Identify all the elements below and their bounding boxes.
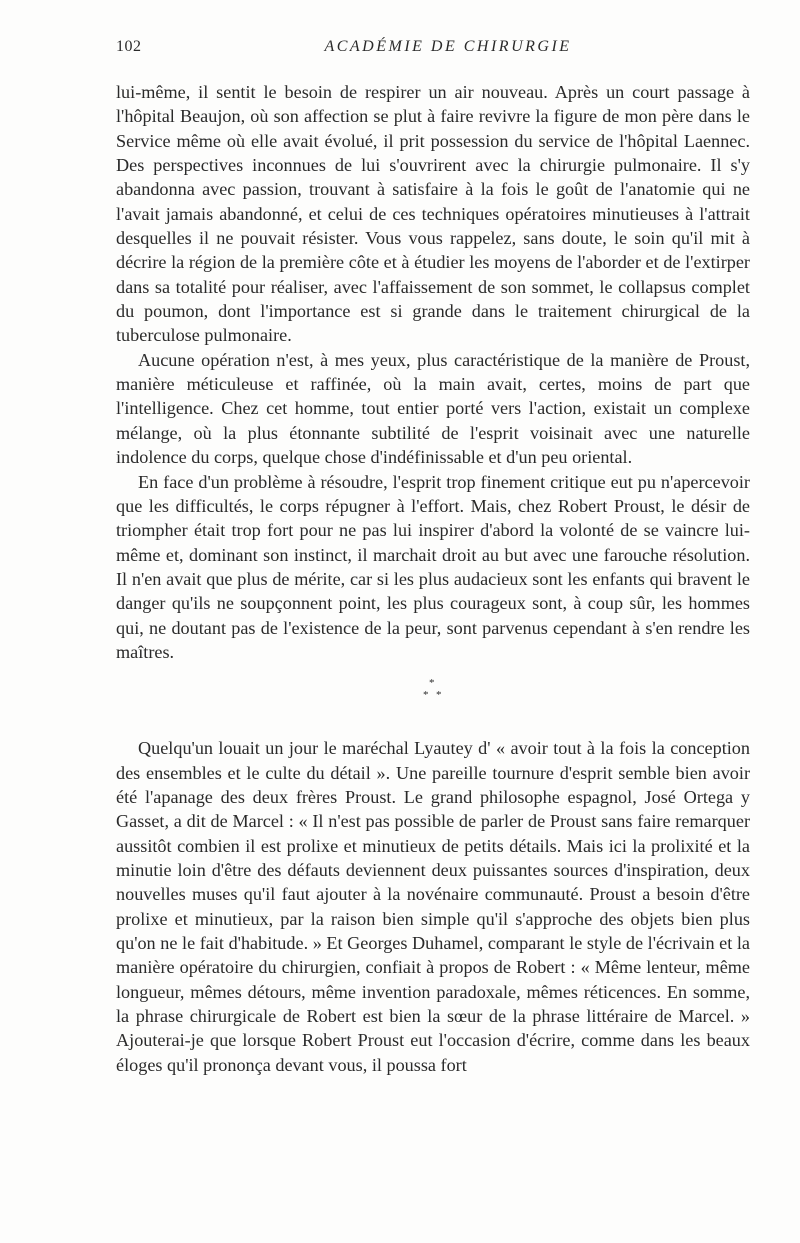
body-text	[116, 80, 750, 1077]
section-break-asterism	[116, 664, 750, 736]
asterism-star-right: *	[436, 689, 442, 702]
paragraph-4: Quelqu'un louait un jour le maréchal Lyautey d' « avoir tout à la fois la conception des ensembles et le culte du détail ». Une pareille tournure d'esprit semble bien avoir été l'apanage des deux frères Proust. Le grand philosophe espagnol, José Ortega y Gasset, a dit de Marcel : « Il n'est pas possible de parler de Proust sans faire remarquer aussitôt combien il est prolixe et minutieux de petits détails. Mais ici la prolixité et la minutie loin d'être des défauts deviennent deux puissantes sources d'inspiration, deux nouvelles muses qu'il faut ajouter à la novénaire communauté. Proust a besoin d'être prolixe et minutieux, par la raison bien simple qu'il s'approche des objets bien plus qu'on ne le fait d'habitude. » Et Georges Duhamel, comparant le style de l'écrivain et la manière opératoire du chirurgien, confiait à propos de Robert : « Même lenteur, même longueur, mêmes détours, même invention paradoxale, mêmes réticences. En somme, la phrase chirurgicale de Robert est bien la sœur de la phrase littéraire de Marcel. » Ajouterai-je que lorsque Robert Proust eut l'occasion d'écrire, comme dans les beaux éloges qu'il prononça devant vous, il poussa fort	[116, 738, 750, 1075]
running-title: ACADÉMIE DE CHIRURGIE	[324, 38, 572, 55]
page-header	[116, 38, 750, 60]
asterism-star-left: *	[423, 689, 429, 702]
asterism-star-top: *	[429, 677, 435, 690]
paragraph-1: lui-même, il sentit le besoin de respirer un air nouveau. Après un court passage à l'hôpital Beaujon, où son affection se plut à faire revivre la figure de mon père dans le Service même où elle avait évolué, il prit possession du service de l'hôpital Laennec. Des perspectives inconnues de lui s'ouvrirent avec la chirurgie pulmonaire. Il s'y abandonna avec passion, trouvant à satisfaire à la fois le goût de l'anatomie qui ne l'avait jamais abandonné, et celui de ces techniques opératoires minutieuses à l'attrait desquelles il ne pouvait résister. Vous vous rappelez, sans doute, le soin qu'il mit à décrire la région de la première côte et à étudier les moyens de l'aborder et de l'extirper dans sa totalité pour réaliser, avec l'affaissement de son sommet, le collapsus complet du poumon, dont l'importance est si grande dans le traitement chirurgical de la tuberculose pulmonaire.	[116, 82, 750, 346]
page-number: 102	[116, 38, 142, 55]
paragraph-3: En face d'un problème à résoudre, l'esprit trop finement critique eut pu n'apercevoir que les difficultés, le corps répugner à l'effort. Mais, chez Robert Proust, le désir de triompher était trop fort pour ne pas lui inspirer d'abord la volonté de se vaincre lui-même et, dominant son instinct, il marchait droit au but avec une farouche résolution. Il n'en avait que plus de mérite, car si les plus audacieux sont les enfants qui bravent le danger qu'ils ne soupçonnent point, les plus courageux sont, à coup sûr, les hommes qui, ne doutant pas de l'existence de la peur, sont parvenus cependant à s'en rendre les maîtres.	[116, 471, 750, 662]
paragraph-2: Aucune opération n'est, à mes yeux, plus caractéristique de la manière de Proust, manière méticuleuse et raffinée, où la main avait, certes, moins de part que l'intelligence. Chez cet homme, tout entier porté vers l'action, existait un complexe mélange, où la plus étonnante subtilité de l'esprit voisinait avec une naturelle indolence du corps, quelque chose d'indéfinissable et d'un peu oriental.	[116, 349, 750, 468]
